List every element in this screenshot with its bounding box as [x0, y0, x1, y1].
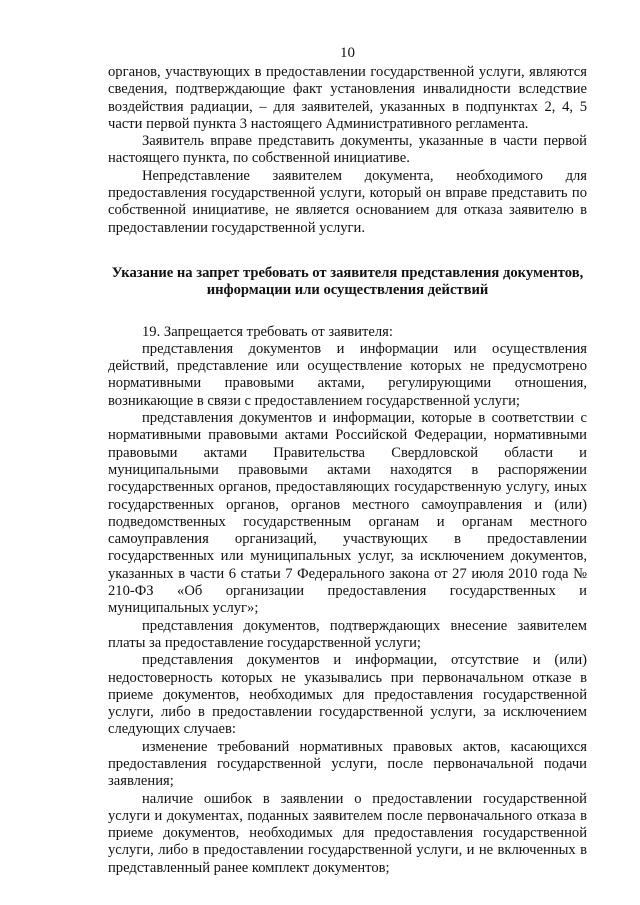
paragraph-prohibition-1: представления документов и информации или осуществления действий, представление или осуществление которых не предусмотрено нормативными правовыми актами, регулирующими отношения, возникающие в связи с предоставлением государственной услуги;	[108, 340, 587, 409]
paragraph-prohibition-4: представления документов и информации, отсутствие и (или) недостоверность которых не указывались при первоначальном отказе в приеме документов, необходимых для предоставления государственной услуги, либо в предоставлении государственной услуги, за исключением следующих случаев:	[108, 652, 587, 738]
paragraph-prohibition-3: представления документов, подтверждающих внесение заявителем платы за предоставление государственной услуги;	[108, 617, 587, 651]
paragraph-exception-2: наличие ошибок в заявлении о предоставлении государственной услуги и документах, поданных заявителем после первоначального отказа в приеме документов, необходимых для предоставления государственной услуги, либо в предоставлении государственной услуги, и не включенных в представленный ранее комплект документов;	[108, 790, 587, 876]
paragraph-continuation: органов, участвующих в предоставлении государственной услуги, являются сведения, подтверждающие факт установления инвалидности вследствие воздействия радиации, – для заявителей, указанных в подпунктах 2, 4, 5 части первой пункта 3 настоящего Административного регламента.	[108, 64, 587, 132]
paragraph-exception-1: изменение требований нормативных правовых актов, касающихся предоставления государственной услуги, после первоначальной подачи заявления;	[108, 738, 587, 790]
paragraph-item-19: 19. Запрещается требовать от заявителя:	[142, 323, 393, 340]
section-heading: Указание на запрет требовать от заявителя представления документов, информации или осуществления действий	[111, 264, 584, 299]
paragraph-prohibition-2: представления документов и информации, которые в соответствии с нормативными правовыми актами Российской Федерации, нормативными правовыми актами Правительства Свердловской области и муниципальными правовыми актами находятся в распоряжении государственных органов, предоставляющих государственную услугу, иных государственных органов, органов местного самоуправления и (или) подведомственных государственным органам и органам местного самоуправления организаций, участвующих в предоставлении государственных или муниципальных услуг, за исключением документов, указанных в части 6 статьи 7 Федерального закона от 27 июля 2010 года № 210-ФЗ «Об организации предоставления государственных и муниципальных услуг»;	[108, 410, 587, 617]
document-body	[108, 64, 587, 877]
paragraph-applicant-right: Заявитель вправе представить документы, указанные в части первой настоящего пункта, по собственной инициативе.	[108, 133, 587, 167]
paragraph-non-submission: Непредставление заявителем документа, необходимого для предоставления государственной услуги, который он вправе представить по собственной инициативе, не является основанием для отказа заявителю в предоставлении государственной услуги.	[108, 167, 587, 236]
page-number: 10	[340, 45, 355, 61]
